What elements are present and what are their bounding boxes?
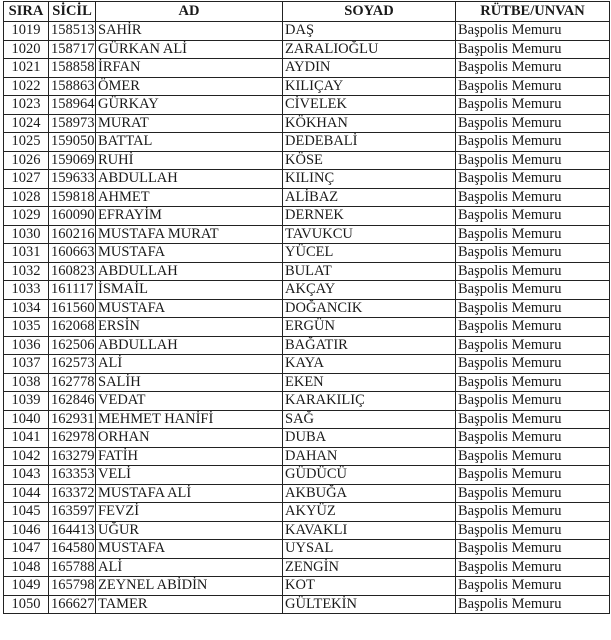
soyad-cell: DEDEBALİ xyxy=(283,133,456,152)
soyad-cell: BULAT xyxy=(283,262,456,281)
rutbe-cell: Başpolis Memuru xyxy=(456,40,610,59)
table-row xyxy=(4,40,610,59)
ad-cell: BATTAL xyxy=(96,133,283,152)
ad-cell: EFRAYİM xyxy=(96,207,283,226)
soyad-cell: ZARALIOĞLU xyxy=(283,40,456,59)
sicil-cell: 163372 xyxy=(49,484,96,503)
soyad-cell: TAVUKCU xyxy=(283,225,456,244)
table-row xyxy=(4,151,610,170)
sicil-cell: 159818 xyxy=(49,188,96,207)
sira-cell: 1032 xyxy=(4,262,49,281)
rutbe-cell: Başpolis Memuru xyxy=(456,595,610,614)
sira-cell: 1035 xyxy=(4,318,49,337)
ad-cell: MEHMET HANİFİ xyxy=(96,410,283,429)
sicil-cell: 165798 xyxy=(49,577,96,596)
sicil-cell: 163597 xyxy=(49,503,96,522)
sicil-cell: 162506 xyxy=(49,336,96,355)
soyad-cell: BAĞATIR xyxy=(283,336,456,355)
sicil-cell: 158858 xyxy=(49,59,96,78)
sira-cell: 1024 xyxy=(4,114,49,133)
soyad-cell: DOĞANCIK xyxy=(283,299,456,318)
rutbe-cell: Başpolis Memuru xyxy=(456,133,610,152)
sicil-cell: 162068 xyxy=(49,318,96,337)
sira-cell: 1034 xyxy=(4,299,49,318)
sira-cell: 1041 xyxy=(4,429,49,448)
sira-cell: 1038 xyxy=(4,373,49,392)
table-row xyxy=(4,410,610,429)
ad-cell: GÜRKAN ALİ xyxy=(96,40,283,59)
soyad-cell: ERGÜN xyxy=(283,318,456,337)
ad-cell: ALİ xyxy=(96,558,283,577)
soyad-cell: CİVELEK xyxy=(283,96,456,115)
soyad-cell: DAHAN xyxy=(283,447,456,466)
soyad-cell: DUBA xyxy=(283,429,456,448)
sicil-cell: 163353 xyxy=(49,466,96,485)
sira-cell: 1020 xyxy=(4,40,49,59)
rutbe-cell: Başpolis Memuru xyxy=(456,447,610,466)
sicil-cell: 158513 xyxy=(49,22,96,41)
table-row xyxy=(4,373,610,392)
sicil-cell: 162978 xyxy=(49,429,96,448)
sira-cell: 1043 xyxy=(4,466,49,485)
sicil-cell: 162931 xyxy=(49,410,96,429)
sicil-cell: 158863 xyxy=(49,77,96,96)
sicil-cell: 158973 xyxy=(49,114,96,133)
table-row xyxy=(4,503,610,522)
ad-cell: MUSTAFA MURAT xyxy=(96,225,283,244)
ad-cell: ABDULLAH xyxy=(96,262,283,281)
table-row xyxy=(4,540,610,559)
sicil-cell: 161560 xyxy=(49,299,96,318)
table-row xyxy=(4,521,610,540)
ad-cell: ERSİN xyxy=(96,318,283,337)
ad-cell: MUSTAFA xyxy=(96,244,283,263)
sira-cell: 1042 xyxy=(4,447,49,466)
ad-cell: ÖMER xyxy=(96,77,283,96)
sicil-cell: 160823 xyxy=(49,262,96,281)
rutbe-cell: Başpolis Memuru xyxy=(456,96,610,115)
table-body xyxy=(4,22,610,614)
ad-cell: ABDULLAH xyxy=(96,336,283,355)
soyad-cell: SAĞ xyxy=(283,410,456,429)
ad-cell: MUSTAFA xyxy=(96,299,283,318)
sira-cell: 1047 xyxy=(4,540,49,559)
rutbe-cell: Başpolis Memuru xyxy=(456,577,610,596)
ad-cell: VELİ xyxy=(96,466,283,485)
ad-cell: MUSTAFA xyxy=(96,540,283,559)
sira-cell: 1048 xyxy=(4,558,49,577)
table-row xyxy=(4,225,610,244)
rutbe-cell: Başpolis Memuru xyxy=(456,429,610,448)
sira-cell: 1046 xyxy=(4,521,49,540)
sira-cell: 1023 xyxy=(4,96,49,115)
sira-cell: 1040 xyxy=(4,410,49,429)
rutbe-cell: Başpolis Memuru xyxy=(456,59,610,78)
rutbe-cell: Başpolis Memuru xyxy=(456,262,610,281)
rutbe-cell: Başpolis Memuru xyxy=(456,77,610,96)
sicil-cell: 159050 xyxy=(49,133,96,152)
header-row xyxy=(4,2,610,22)
rutbe-cell: Başpolis Memuru xyxy=(456,281,610,300)
table-row xyxy=(4,77,610,96)
soyad-cell: KILINÇ xyxy=(283,170,456,189)
table-row xyxy=(4,59,610,78)
rutbe-cell: Başpolis Memuru xyxy=(456,503,610,522)
sira-cell: 1026 xyxy=(4,151,49,170)
header-rutbe-unvan: RÜTBE/UNVAN xyxy=(456,2,610,22)
sicil-cell: 160090 xyxy=(49,207,96,226)
sicil-cell: 161117 xyxy=(49,281,96,300)
ad-cell: TAMER xyxy=(96,595,283,614)
sicil-cell: 158717 xyxy=(49,40,96,59)
rutbe-cell: Başpolis Memuru xyxy=(456,540,610,559)
rutbe-cell: Başpolis Memuru xyxy=(456,318,610,337)
ad-cell: SALİH xyxy=(96,373,283,392)
sicil-cell: 160663 xyxy=(49,244,96,263)
sira-cell: 1045 xyxy=(4,503,49,522)
table-row xyxy=(4,96,610,115)
rutbe-cell: Başpolis Memuru xyxy=(456,336,610,355)
ad-cell: AHMET xyxy=(96,188,283,207)
ad-cell: VEDAT xyxy=(96,392,283,411)
sicil-cell: 163279 xyxy=(49,447,96,466)
rutbe-cell: Başpolis Memuru xyxy=(456,558,610,577)
ad-cell: GÜRKAY xyxy=(96,96,283,115)
table-row xyxy=(4,22,610,41)
ad-cell: UĞUR xyxy=(96,521,283,540)
rutbe-cell: Başpolis Memuru xyxy=(456,521,610,540)
sira-cell: 1050 xyxy=(4,595,49,614)
sira-cell: 1039 xyxy=(4,392,49,411)
sira-cell: 1025 xyxy=(4,133,49,152)
ad-cell: SAHİR xyxy=(96,22,283,41)
sira-cell: 1037 xyxy=(4,355,49,374)
soyad-cell: DERNEK xyxy=(283,207,456,226)
sira-cell: 1044 xyxy=(4,484,49,503)
soyad-cell: KILIÇAY xyxy=(283,77,456,96)
table-row xyxy=(4,207,610,226)
ad-cell: ZEYNEL ABİDİN xyxy=(96,577,283,596)
soyad-cell: ALİBAZ xyxy=(283,188,456,207)
ad-cell: İRFAN xyxy=(96,59,283,78)
soyad-cell: KAVAKLI xyxy=(283,521,456,540)
rutbe-cell: Başpolis Memuru xyxy=(456,484,610,503)
sicil-cell: 159633 xyxy=(49,170,96,189)
table-row xyxy=(4,262,610,281)
rutbe-cell: Başpolis Memuru xyxy=(456,114,610,133)
sira-cell: 1031 xyxy=(4,244,49,263)
sira-cell: 1022 xyxy=(4,77,49,96)
ad-cell: ABDULLAH xyxy=(96,170,283,189)
table-row xyxy=(4,447,610,466)
rutbe-cell: Başpolis Memuru xyxy=(456,466,610,485)
table-row xyxy=(4,299,610,318)
sira-cell: 1021 xyxy=(4,59,49,78)
rutbe-cell: Başpolis Memuru xyxy=(456,299,610,318)
rutbe-cell: Başpolis Memuru xyxy=(456,355,610,374)
sicil-cell: 162846 xyxy=(49,392,96,411)
sicil-cell: 158964 xyxy=(49,96,96,115)
ad-cell: FATİH xyxy=(96,447,283,466)
sicil-cell: 162778 xyxy=(49,373,96,392)
ad-cell: FEVZİ xyxy=(96,503,283,522)
header-soyad: SOYAD xyxy=(283,2,456,22)
table-row xyxy=(4,484,610,503)
soyad-cell: KAYA xyxy=(283,355,456,374)
rutbe-cell: Başpolis Memuru xyxy=(456,188,610,207)
rutbe-cell: Başpolis Memuru xyxy=(456,170,610,189)
sira-cell: 1029 xyxy=(4,207,49,226)
sira-cell: 1028 xyxy=(4,188,49,207)
ad-cell: MURAT xyxy=(96,114,283,133)
rutbe-cell: Başpolis Memuru xyxy=(456,207,610,226)
sicil-cell: 166627 xyxy=(49,595,96,614)
sicil-cell: 162573 xyxy=(49,355,96,374)
soyad-cell: KOT xyxy=(283,577,456,596)
table-row xyxy=(4,318,610,337)
sira-cell: 1027 xyxy=(4,170,49,189)
soyad-cell: GÜDÜCÜ xyxy=(283,466,456,485)
sicil-cell: 165788 xyxy=(49,558,96,577)
table-row xyxy=(4,244,610,263)
table-row xyxy=(4,577,610,596)
soyad-cell: AYDIN xyxy=(283,59,456,78)
ad-cell: İSMAİL xyxy=(96,281,283,300)
table-row xyxy=(4,133,610,152)
table-row xyxy=(4,558,610,577)
sira-cell: 1030 xyxy=(4,225,49,244)
soyad-cell: YÜCEL xyxy=(283,244,456,263)
soyad-cell: KÖSE xyxy=(283,151,456,170)
sicil-cell: 164413 xyxy=(49,521,96,540)
rutbe-cell: Başpolis Memuru xyxy=(456,392,610,411)
table-row xyxy=(4,355,610,374)
rutbe-cell: Başpolis Memuru xyxy=(456,410,610,429)
rutbe-cell: Başpolis Memuru xyxy=(456,22,610,41)
sicil-cell: 160216 xyxy=(49,225,96,244)
rutbe-cell: Başpolis Memuru xyxy=(456,151,610,170)
soyad-cell: ZENGİN xyxy=(283,558,456,577)
soyad-cell: AKÇAY xyxy=(283,281,456,300)
table-row xyxy=(4,170,610,189)
sira-cell: 1033 xyxy=(4,281,49,300)
soyad-cell: KARAKILIÇ xyxy=(283,392,456,411)
table-row xyxy=(4,466,610,485)
soyad-cell: AKYÜZ xyxy=(283,503,456,522)
table-row xyxy=(4,336,610,355)
soyad-cell: KÖKHAN xyxy=(283,114,456,133)
table-row xyxy=(4,281,610,300)
rutbe-cell: Başpolis Memuru xyxy=(456,244,610,263)
sicil-cell: 159069 xyxy=(49,151,96,170)
sira-cell: 1036 xyxy=(4,336,49,355)
soyad-cell: UYSAL xyxy=(283,540,456,559)
personnel-table xyxy=(3,1,610,614)
ad-cell: RUHİ xyxy=(96,151,283,170)
soyad-cell: GÜLTEKİN xyxy=(283,595,456,614)
table-row xyxy=(4,114,610,133)
sira-cell: 1049 xyxy=(4,577,49,596)
soyad-cell: AKBUĞA xyxy=(283,484,456,503)
ad-cell: MUSTAFA ALİ xyxy=(96,484,283,503)
soyad-cell: EKEN xyxy=(283,373,456,392)
ad-cell: ALİ xyxy=(96,355,283,374)
ad-cell: ORHAN xyxy=(96,429,283,448)
header-sira: SIRA xyxy=(4,2,49,22)
table-row xyxy=(4,595,610,614)
header-ad: AD xyxy=(96,2,283,22)
table-row xyxy=(4,429,610,448)
header-sicil: SİCİL xyxy=(49,2,96,22)
sicil-cell: 164580 xyxy=(49,540,96,559)
table-row xyxy=(4,188,610,207)
soyad-cell: DAŞ xyxy=(283,22,456,41)
rutbe-cell: Başpolis Memuru xyxy=(456,225,610,244)
sira-cell: 1019 xyxy=(4,22,49,41)
table-row xyxy=(4,392,610,411)
rutbe-cell: Başpolis Memuru xyxy=(456,373,610,392)
